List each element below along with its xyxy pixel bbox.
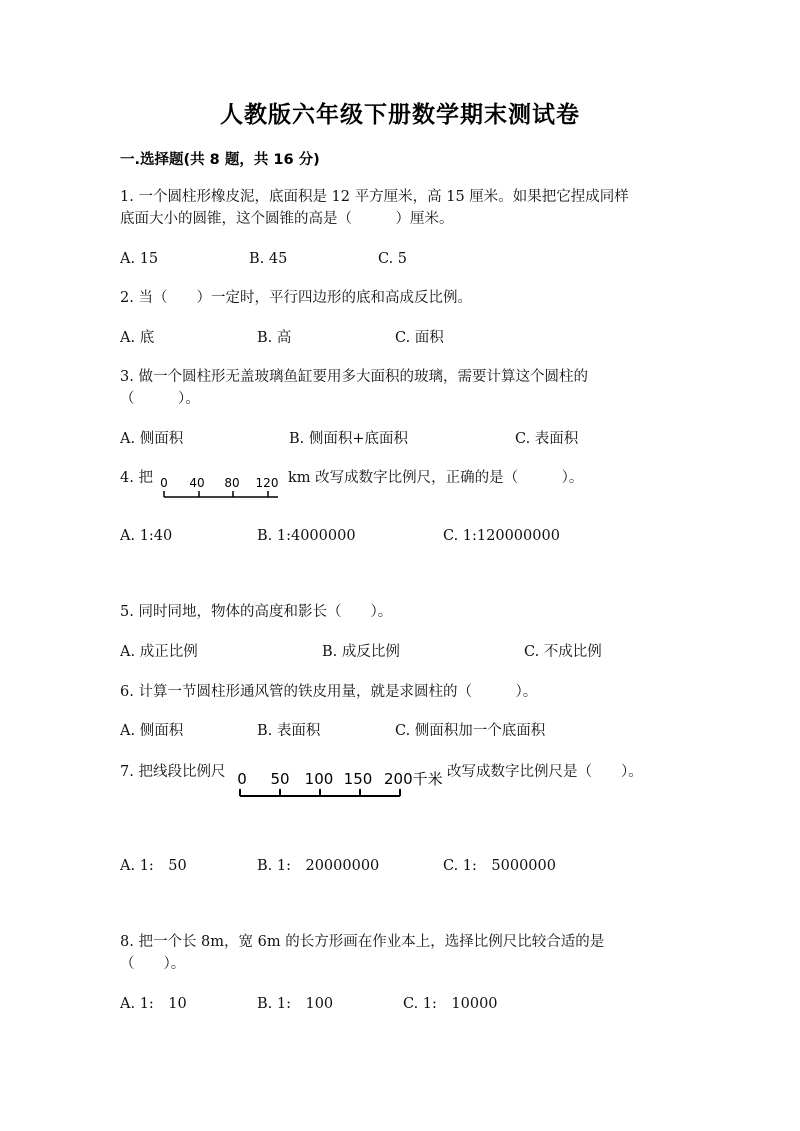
q1-option-b[interactable]: B. 45	[249, 251, 288, 267]
q4-scale-label-0: 0	[160, 476, 168, 490]
q7-scale-label-50: 50	[270, 770, 290, 788]
q7-option-b[interactable]: B. 1: 20000000	[257, 858, 380, 874]
question-3-line-1: 3. 做一个圆柱形无盖玻璃鱼缸要用多大面积的玻璃，需要计算这个圆柱的	[120, 369, 588, 385]
question-1	[120, 186, 680, 230]
q5-option-b[interactable]: B. 成反比例	[322, 644, 400, 660]
q2-option-c[interactable]: C. 面积	[395, 330, 444, 346]
question-5	[120, 601, 680, 623]
page-title: 人教版六年级下册数学期末测试卷	[220, 102, 580, 128]
q7-scale-label-150: 150	[343, 770, 373, 788]
q2-option-b[interactable]: B. 高	[257, 330, 292, 346]
question-8-line-2: （ ）。	[120, 956, 186, 972]
question-4-prefix: 4. 把	[120, 470, 153, 486]
question-1-line-1: 1. 一个圆柱形橡皮泥，底面积是 12 平方厘米，高 15 厘米。如果把它捏成同样	[120, 189, 629, 205]
q4-scale-label-120: 120	[255, 476, 279, 490]
q3-option-b[interactable]: B. 侧面积+底面积	[289, 431, 409, 447]
question-8-line-1: 8. 把一个长 8m，宽 6m 的长方形画在作业本上，选择比例尺比较合适的是	[120, 934, 605, 950]
question-7-prefix: 7. 把线段比例尺	[120, 764, 226, 780]
q7-scale-label-0: 0	[237, 770, 247, 788]
question-3	[120, 366, 680, 410]
q8-option-a[interactable]: A. 1: 10	[120, 996, 187, 1012]
q2-option-a[interactable]: A. 底	[120, 330, 155, 346]
q7-scale-label-100: 100	[304, 770, 334, 788]
q5-option-a[interactable]: A. 成正比例	[120, 644, 198, 660]
question-1-line-2: 底面大小的圆锥，这个圆锥的高是（ ）厘米。	[120, 211, 454, 227]
question-4-suffix: km 改写成数字比例尺，正确的是（ ）。	[288, 470, 584, 486]
q4-scale-label-80: 80	[224, 476, 240, 490]
q1-option-c[interactable]: C. 5	[378, 251, 408, 267]
q6-option-b[interactable]: B. 表面积	[257, 723, 321, 739]
section-heading: 一.选择题(共 8 题，共 16 分)	[120, 152, 320, 168]
q3-option-c[interactable]: C. 表面积	[515, 431, 579, 447]
question-3-line-2: （ ）。	[120, 391, 200, 407]
q8-option-c[interactable]: C. 1: 10000	[403, 996, 498, 1012]
question-2-line-1: 2. 当（ ）一定时，平行四边形的底和高成反比例。	[120, 290, 472, 306]
q4-option-a[interactable]: A. 1:40	[120, 528, 173, 544]
q7-line-scale-graphic	[236, 766, 448, 800]
q7-scale-label-200: 200千米	[384, 770, 443, 788]
q6-option-a[interactable]: A. 侧面积	[120, 723, 184, 739]
question-6-line-1: 6. 计算一节圆柱形通风管的铁皮用量，就是求圆柱的（ ）。	[120, 684, 538, 700]
q8-option-b[interactable]: B. 1: 100	[257, 996, 334, 1012]
q3-option-a[interactable]: A. 侧面积	[120, 431, 184, 447]
q4-option-c[interactable]: C. 1:120000000	[443, 528, 560, 544]
q5-option-c[interactable]: C. 不成比例	[524, 644, 602, 660]
q4-option-b[interactable]: B. 1:4000000	[257, 528, 356, 544]
question-7-suffix: 改写成数字比例尺是（ ）。	[447, 764, 643, 780]
q6-option-c[interactable]: C. 侧面积加一个底面积	[395, 723, 546, 739]
question-2	[120, 287, 680, 309]
question-8	[120, 931, 680, 975]
q4-line-scale-graphic	[158, 476, 282, 502]
q7-option-a[interactable]: A. 1: 50	[120, 858, 187, 874]
q7-option-c[interactable]: C. 1: 5000000	[443, 858, 556, 874]
question-5-line-1: 5. 同时同地，物体的高度和影长（ ）。	[120, 604, 393, 620]
question-6	[120, 681, 680, 703]
q4-scale-label-40: 40	[189, 476, 205, 490]
q1-option-a[interactable]: A. 15	[120, 251, 159, 267]
